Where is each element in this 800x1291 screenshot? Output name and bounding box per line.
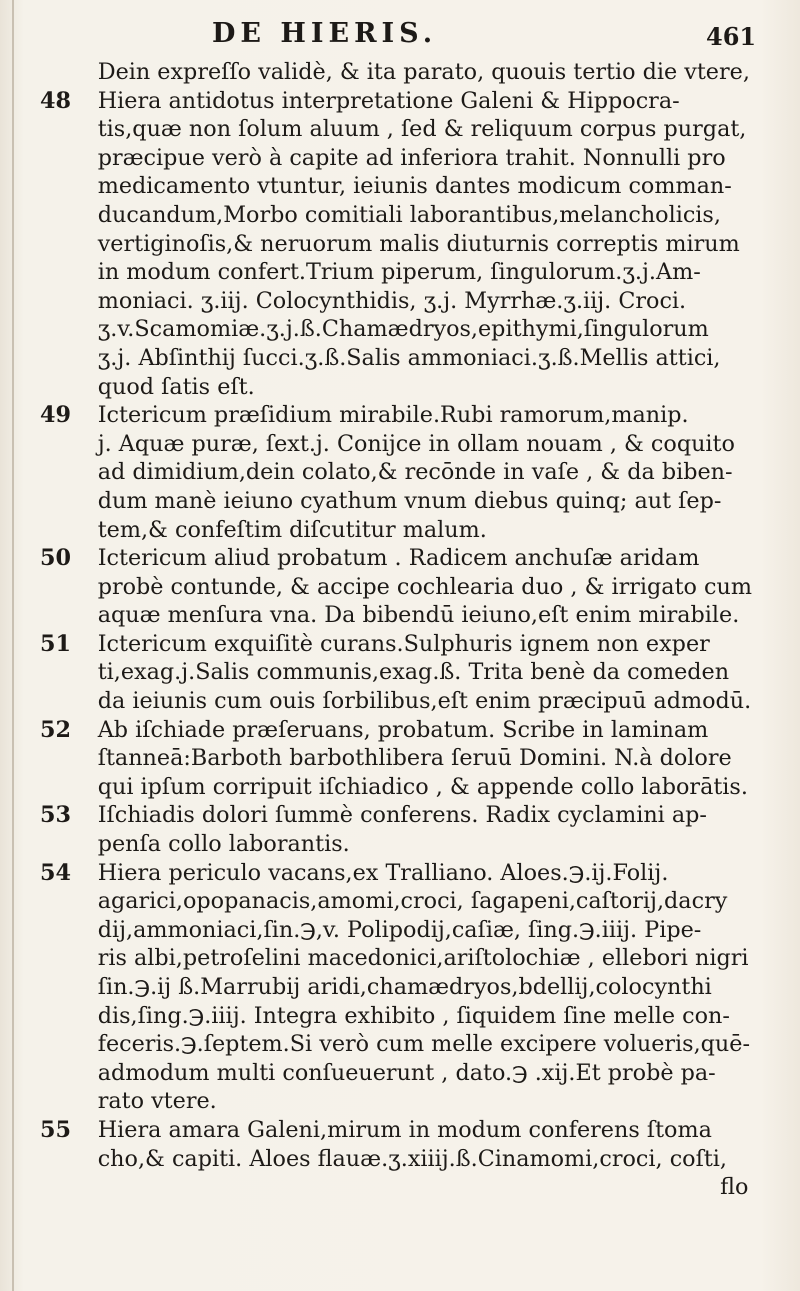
text-line: [40, 487, 776, 516]
line-text: tis,quæ non ſolum aluum , ſed & reliquum corpus purgat,: [97, 116, 747, 143]
line-text: rato vtere.: [97, 1088, 217, 1115]
line-text: quod ſatis eſt.: [97, 373, 255, 400]
line-text: Ictericum præſidium mirabile.Rubi ramorum,manip.: [97, 402, 689, 429]
text-line: [40, 744, 776, 773]
line-text: Iſchiadis dolori ſummè conferens. Radix cyclamini ap-: [97, 802, 707, 829]
line-text: Hiera antidotus interpretatione Galeni & Hippocra-: [97, 87, 680, 114]
text-line: [40, 458, 776, 487]
text-line: [40, 887, 776, 916]
text-line: [40, 201, 776, 230]
text-line: [40, 859, 776, 888]
remedy-number: 54: [40, 859, 72, 886]
line-text: dum manè ieiuno cyathum vnum diebus quinq; aut ſep-: [97, 487, 722, 514]
remedy-number: 49: [40, 402, 72, 429]
line-text: vertiginoſis,& neruorum malis diuturnis correptis mirum: [97, 230, 740, 257]
text-line: [40, 172, 776, 201]
page-gutter: [12, 0, 14, 1291]
text-line: [40, 58, 776, 87]
text-line: [40, 144, 776, 173]
line-text: medicamento vtuntur, ieiunis dantes modicum comman-: [97, 173, 732, 200]
text-line: [40, 401, 776, 430]
line-text: moniaci. ʒ.iij. Colocynthidis, ʒ.j. Myrrhæ.ʒ.iij. Croci.: [97, 287, 687, 314]
remedy-number: 53: [40, 802, 72, 829]
remedy-number: 48: [40, 87, 72, 114]
line-text: dis,ſing.℈.iiij. Integra exhibito , ſiquidem ſine melle con-: [97, 1002, 730, 1029]
text-line: [40, 516, 776, 545]
catchword: flo: [720, 1174, 749, 1201]
text-line: [40, 87, 776, 116]
text-line: [40, 830, 776, 859]
line-text: dij,ammoniaci,ſin.℈,v. Polipodij,caſiæ, ſing.℈.iiij. Pipe-: [97, 916, 702, 943]
line-text: aquæ menſura vna. Da bibendū ieiuno,eſt enim mirabile.: [97, 602, 740, 629]
text-line: [40, 658, 776, 687]
line-text: Ictericum aliud probatum . Radicem anchuſæ aridam: [97, 545, 700, 572]
line-text: Dein expreſſo validè, & ita parato, quouis tertio die vtere,: [97, 59, 750, 85]
text-line: [40, 630, 776, 659]
text-line: [40, 1059, 776, 1088]
line-text: feceris.℈.ſeptem.Si verò cum melle excipere volueris,quē-: [97, 1031, 750, 1058]
running-title: DE HIERIS.: [212, 18, 438, 49]
line-text: præcipue verò à capite ad inferiora trahit. Nonnulli pro: [97, 144, 726, 171]
line-text: Ab iſchiade præſeruans, probatum. Scribe in laminam: [97, 716, 709, 743]
text-line: [40, 1145, 776, 1174]
line-text: Hiera periculo vacans,ex Tralliano. Aloes.℈.ij.Folij.: [97, 859, 669, 886]
remedy-number: 51: [40, 630, 72, 657]
text-line: [40, 373, 776, 402]
line-text: ducandum,Morbo comitiali laborantibus,melancholicis,: [97, 201, 721, 228]
remedy-number: 50: [40, 545, 72, 572]
text-body: [40, 58, 780, 1202]
text-line: [40, 1030, 776, 1059]
line-text: tem,& confeſtim diſcutitur malum.: [97, 516, 487, 543]
remedy-number: 52: [40, 716, 72, 743]
text-line: [40, 973, 776, 1002]
text-line: [40, 287, 776, 316]
line-text: da ieiunis cum ouis ſorbilibus,eſt enim præcipuū admodū.: [97, 688, 752, 715]
line-text: ʒ.j. Abſinthij ſucci.ʒ.ß.Salis ammoniaci.ʒ.ß.Mellis attici,: [97, 344, 721, 371]
line-text: ʒ.v.Scamomiæ.ʒ.j.ß.Chamædryos,epithymi,ſingulorum: [97, 316, 709, 343]
line-text: Hiera amara Galeni,mirum in modum conferens ſtoma: [97, 1116, 712, 1143]
text-line: [40, 315, 776, 344]
text-line: [40, 773, 776, 802]
line-text: in modum confert.Trium piperum, ſingulorum.ʒ.j.Am-: [97, 259, 701, 286]
text-line: [40, 430, 776, 459]
line-text: Ictericum exquiſitè curans.Sulphuris ignem non exper: [97, 630, 710, 657]
line-text: ſin.℈.ij ß.Marrubij aridi,chamædryos,bdellij,colocynthi: [97, 974, 712, 1000]
remedy-number: 55: [40, 1116, 72, 1143]
line-text: agarici,opopanacis,amomi,croci, ſagapeni,caſtorij,dacry: [97, 888, 728, 915]
line-text: ad dimidium,dein colato,& recōnde in vaſe , & da biben-: [97, 459, 733, 486]
line-text: probè contunde, & accipe cochlearia duo , & irrigato cum: [97, 573, 752, 600]
text-line: [40, 1002, 776, 1031]
text-line: [40, 716, 776, 745]
page-number: 461: [706, 22, 757, 51]
text-line: [40, 258, 776, 287]
line-text: cho,& capiti. Aloes flauæ.ʒ.xiiij.ß.Cinamomi,croci, coſti,: [97, 1145, 728, 1172]
line-text: admodum multi conſueuerunt , dato.℈ .xij.Et probè pa-: [97, 1059, 716, 1086]
text-line: [40, 801, 776, 830]
line-text: j. Aquæ puræ, ſext.j. Conijce in ollam nouam , & coquito: [97, 430, 735, 457]
text-line: [40, 115, 776, 144]
line-text: ſtanneā:Barboth barbothlibera ſeruū Domini. N.à dolore: [97, 745, 732, 772]
line-text: ris albi,petroſelini macedonici,ariſtolochiæ , ellebori nigri: [97, 945, 749, 972]
text-line: [40, 1116, 776, 1145]
text-line: [40, 916, 776, 945]
text-line: [40, 1087, 776, 1116]
text-line: [40, 601, 776, 630]
text-line: [40, 573, 776, 602]
text-line: [40, 344, 776, 373]
text-line: [40, 544, 776, 573]
text-line: [40, 687, 776, 716]
text-line: [40, 944, 776, 973]
text-line: [40, 230, 776, 259]
line-text: penſa collo laborantis.: [97, 831, 350, 858]
line-text: ti,exag.j.Salis communis,exag.ß. Trita benè da comeden: [97, 659, 730, 686]
line-text: qui ipſum corripuit iſchiadico , & appende collo laborātis.: [97, 773, 748, 800]
page-header: [0, 14, 800, 54]
